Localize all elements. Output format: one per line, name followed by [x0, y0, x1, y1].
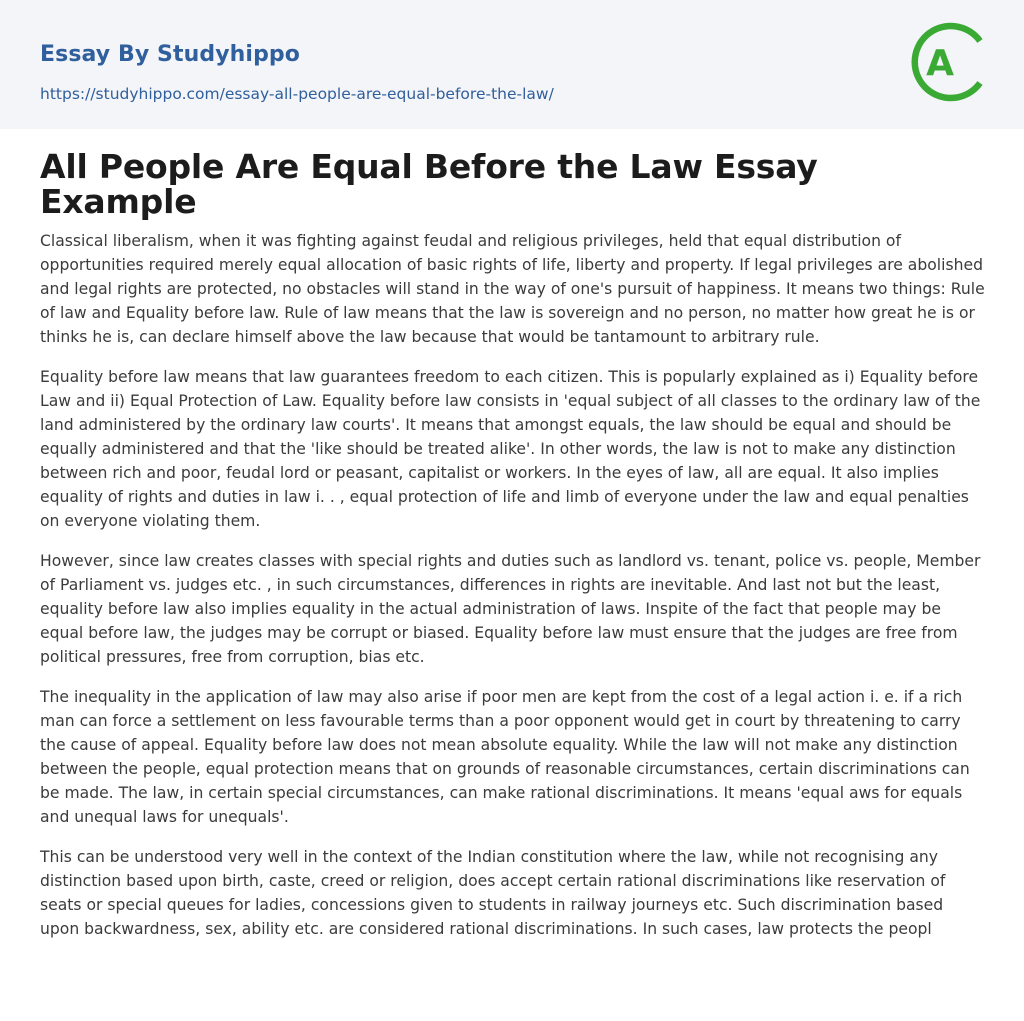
- page-title: All People Are Equal Before the Law Essay Example: [40, 147, 818, 221]
- page-url-link[interactable]: https://studyhippo.com/essay-all-people-are-equal-before-the-law/: [40, 85, 554, 103]
- logo-letter: A: [926, 43, 954, 84]
- site-header: [0, 0, 1024, 129]
- paragraph-2: Equality before law means that law guarantees freedom to each citizen. This is popularly explained as i) Equality before Law and ii) Equal Protection of Law. Equality before law consists in 'equal subject of all classes to the ordinary law of the land administered by the ordinary law courts'. It means that amongst equals, the law should be equal and should be equally administered and that the 'like should be treated alike'. In other words, the law is not to make any distinction between rich and poor, feudal lord or peasant, capitalist or workers. In the eyes of law, all are equal. It also implies equality of rights and duties in law i. . , equal protection of life and limb of everyone under the law and equal penalties on everyone violating them.: [40, 368, 981, 530]
- paragraph-3: However, since law creates classes with special rights and duties such as landlord vs. tenant, police vs. people, Member of Parliament vs. judges etc. , in such circumstances, differences in rights are inevitable. And last not but the least, equality before law also implies equality in the actual administration of laws. Inspite of the fact that people may be equal before law, the judges may be corrupt or biased. Equality before law must ensure that the judges are free from political pressures, free from corruption, bias etc.: [40, 552, 981, 666]
- paragraph-5: This can be understood very well in the context of the Indian constitution where the law, while not recognising any distinction based upon birth, caste, creed or religion, does accept certain rational discriminations like reservation of seats or special queues for ladies, concessions given to students in railway journeys etc. Such discrimination based upon backwardness, sex, ability etc. are considered rational discriminations. In such cases, law protects the peopl: [40, 848, 946, 938]
- site-brand[interactable]: Essay By Studyhippo: [40, 42, 300, 67]
- article-body: [40, 229, 986, 957]
- studyhippo-logo-icon[interactable]: [908, 17, 990, 107]
- paragraph-1: Classical liberalism, when it was fighting against feudal and religious privileges, held that equal distribution of opportunities required merely equal allocation of basic rights of life, liberty and property. If legal privileges are abolished and legal rights are protected, no obstacles will stand in the way of one's pursuit of happiness. It means two things: Rule of law and Equality before law. Rule of law means that the law is sovereign and no person, no matter how great he is or thinks he is, can declare himself above the law because that would be tantamount to arbitrary rule.: [40, 232, 985, 346]
- paragraph-4: The inequality in the application of law may also arise if poor men are kept from the cost of a legal action i. e. if a rich man can force a settlement on less favourable terms than a poor opponent would get in court by threatening to carry the cause of appeal. Equality before law does not mean absolute equality. While the law will not make any distinction between the people, equal protection means that on grounds of reasonable circumstances, certain discriminations can be made. The law, in certain special circumstances, can make rational discriminations. It means 'equal aws for equals and unequal laws for unequals'.: [40, 688, 970, 826]
